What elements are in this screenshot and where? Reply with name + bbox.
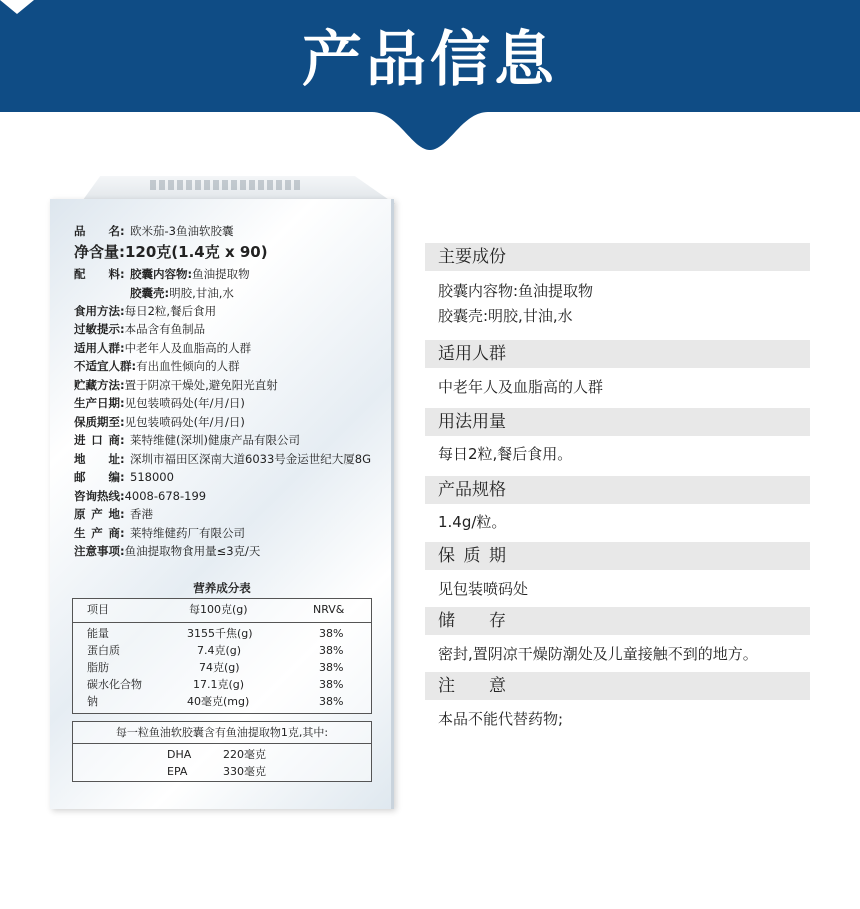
label-row-net-content <box>74 243 268 262</box>
label-value: 欧米茄-3鱼油软胶囊 <box>130 224 234 238</box>
label-value: 深圳市福田区深南大道6033号金运世纪大厦8G <box>130 452 371 466</box>
label-key: 注意事项: <box>74 544 125 558</box>
nutrition-header-item: 项目 <box>87 603 109 616</box>
label-row-expiry <box>74 413 245 432</box>
section-text: 见包装喷码处 <box>438 580 529 598</box>
nutrition-row-nrv: 38% <box>319 695 344 708</box>
label-value: 鱼油提取物 <box>192 267 250 281</box>
label-value: 4008-678-199 <box>124 489 207 503</box>
label-key: 地 址: <box>74 452 125 466</box>
header-banner <box>0 0 860 160</box>
label-key: 配 料: <box>74 267 125 281</box>
section-title-suitable: 适用人群 <box>425 340 810 368</box>
nutrition-row-value: 3155千焦(g) <box>187 627 253 640</box>
label-value: 置于阴凉干燥处,避免阳光直射 <box>124 378 278 392</box>
label-value: 518000 <box>130 470 174 484</box>
omega-row-value: 220毫克 <box>223 748 266 761</box>
nutrition-row-nrv: 38% <box>319 644 344 657</box>
label-row-storage <box>74 376 278 395</box>
nutrition-row-name: 脂肪 <box>87 661 109 674</box>
page-title: 产品信息 <box>302 25 558 95</box>
omega-content-box <box>72 721 372 782</box>
section-text: 胶囊壳:明胶,甘油,水 <box>438 307 573 325</box>
box-top-print <box>150 180 300 190</box>
label-value: 明胶,甘油,水 <box>169 286 234 300</box>
label-subkey: 胶囊壳: <box>130 286 170 300</box>
nutrition-row-value: 17.1克(g) <box>193 678 245 691</box>
section-text: 中老年人及血脂高的人群 <box>438 378 604 396</box>
label-key: 适用人群: <box>74 341 125 355</box>
chevron-down-icon <box>0 0 34 16</box>
omega-row-value: 330毫克 <box>223 765 266 778</box>
label-row-name <box>74 222 233 241</box>
omega-heading: 每一粒鱼油软胶囊含有鱼油提取物1克,其中: <box>73 722 371 744</box>
section-title-shelf-life: 保 质 期 <box>425 542 810 570</box>
label-value: 本品含有鱼制品 <box>124 322 206 336</box>
section-text: 1.4g/粒。 <box>438 513 507 531</box>
label-row-ingredients <box>74 265 250 284</box>
nutrition-row-nrv: 38% <box>319 678 344 691</box>
label-key: 邮 编: <box>74 470 125 484</box>
label-value: 莱特维健(深圳)健康产品有限公司 <box>130 433 300 447</box>
label-key: 贮藏方法: <box>74 378 125 392</box>
label-subkey: 胶囊内容物: <box>130 267 193 281</box>
label-key: 食用方法: <box>74 304 125 318</box>
label-row-notice <box>74 542 260 561</box>
section-title-notice: 注 意 <box>425 672 810 700</box>
omega-row-name: EPA <box>167 765 188 778</box>
nutrition-row-name: 蛋白质 <box>87 644 120 657</box>
section-title-ingredients: 主要成份 <box>425 243 810 271</box>
nutrition-row-name: 钠 <box>87 695 98 708</box>
label-value: 中老年人及血脂高的人群 <box>124 341 252 355</box>
label-key: 过敏提示: <box>74 322 125 336</box>
nutrition-row-name: 能量 <box>87 627 109 640</box>
nutrition-row-value: 74克(g) <box>199 661 240 674</box>
label-key: 品 名: <box>74 224 125 238</box>
nutrition-table-title: 营养成分表 <box>193 581 251 595</box>
nutrition-row-name: 碳水化合物 <box>87 678 142 691</box>
label-row-production-date <box>74 394 245 413</box>
section-text: 本品不能代替药物; <box>438 710 564 728</box>
label-value: 香港 <box>130 507 153 521</box>
label-value: 有出血性倾向的人群 <box>136 359 240 373</box>
label-value: 见包装喷码处(年/月/日) <box>124 415 245 429</box>
label-row-importer <box>74 431 300 450</box>
label-row-hotline <box>74 487 206 506</box>
omega-row-name: DHA <box>167 748 192 761</box>
label-row-postcode <box>74 468 174 487</box>
label-key: 咨询热线: <box>74 489 125 503</box>
label-row-unsuitable <box>74 357 240 376</box>
label-row-manufacturer <box>74 524 245 543</box>
nutrition-table <box>72 598 372 714</box>
section-title-spec: 产品规格 <box>425 476 810 504</box>
label-key: 不适宜人群: <box>74 359 137 373</box>
nutrition-row-value: 7.4克(g) <box>197 644 242 657</box>
label-row-allergy <box>74 320 205 339</box>
nutrition-row-value: 40毫克(mg) <box>187 695 250 708</box>
label-key: 生产日期: <box>74 396 125 410</box>
section-text: 胶囊内容物:鱼油提取物 <box>438 282 594 300</box>
section-text: 密封,置阴凉干燥防潮处及儿童接触不到的地方。 <box>438 645 758 663</box>
label-value: 鱼油提取物食用量≤3克/天 <box>124 544 261 558</box>
nutrition-header-nrv: NRV& <box>313 603 345 616</box>
label-key: 保质期至: <box>74 415 125 429</box>
label-value: 莱特维健药厂有限公司 <box>130 526 245 540</box>
label-value: 每日2粒,餐后食用 <box>124 304 217 318</box>
label-key: 生 产 商: <box>74 526 125 540</box>
label-key: 进 口 商: <box>74 433 125 447</box>
section-title-usage: 用法用量 <box>425 408 810 436</box>
nutrition-row-nrv: 38% <box>319 661 344 674</box>
label-row-capsule-shell <box>74 284 234 303</box>
label-value: 120克(1.4克 x 90) <box>125 243 268 261</box>
nutrition-header-per100g: 每100克(g) <box>189 603 248 616</box>
label-row-origin <box>74 505 153 524</box>
label-row-suitable <box>74 339 251 358</box>
label-row-usage <box>74 302 216 321</box>
section-text: 每日2粒,餐后食用。 <box>438 445 573 463</box>
label-value: 见包装喷码处(年/月/日) <box>124 396 245 410</box>
nutrition-row-nrv: 38% <box>319 627 344 640</box>
section-title-storage: 储 存 <box>425 607 810 635</box>
label-row-address <box>74 450 371 469</box>
label-key: 原 产 地: <box>74 507 125 521</box>
label-key: 净含量: <box>74 243 125 261</box>
